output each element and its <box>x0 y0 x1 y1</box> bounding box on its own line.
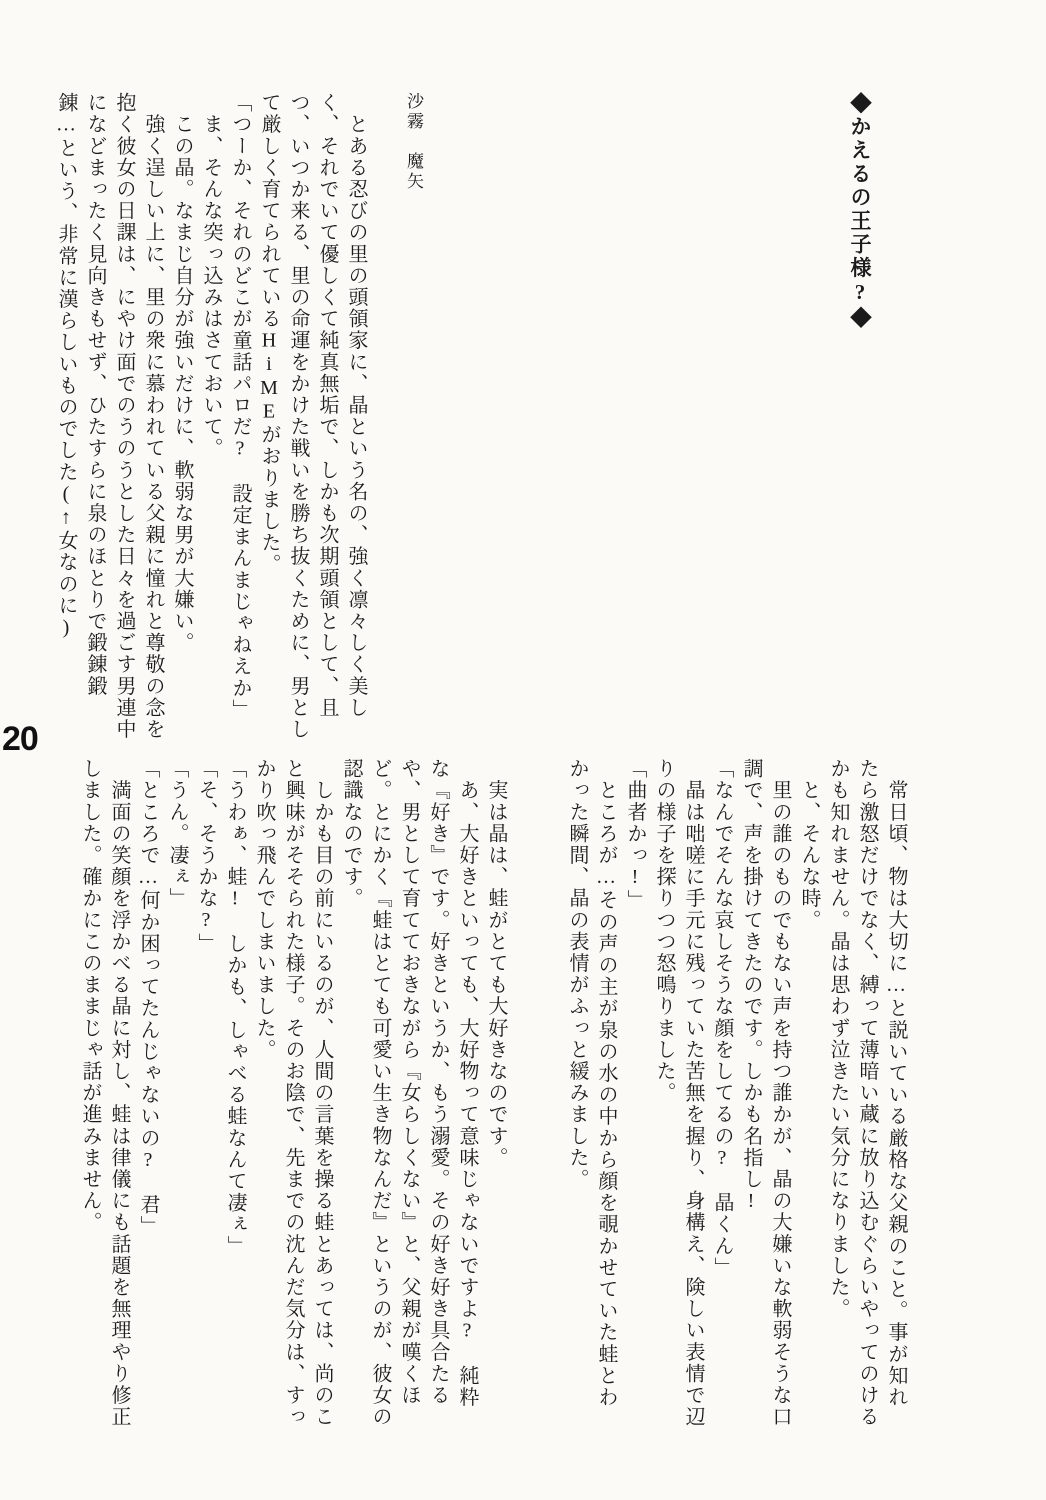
paragraph: 「うん。凄ぇ」 <box>166 758 188 910</box>
story-section-intro <box>51 92 370 740</box>
story-header <box>400 92 946 740</box>
paragraph: 「うわぁ、蛙! しかも、しゃべる蛙なんて凄ぇ」 <box>224 758 246 1257</box>
paragraph: この晶。なまじ自分が強いだけに、軟弱な男が大嫌い。 <box>171 92 193 654</box>
paragraph: 「ところで…何か困ってたんじゃないの? 君」 <box>137 758 159 1238</box>
page-number: 20 <box>2 720 38 758</box>
paragraph: ま、そんな突っ込みはさておいて。 <box>200 92 222 460</box>
paragraph: 晶は咄嗟に手元に残っていた苦無を握り、身構え、険しい表情で辺りの様子を探りつつ怒鳴りました。 <box>653 758 704 1428</box>
upper-text-band <box>0 92 946 740</box>
paragraph: と、そんな時。 <box>798 758 820 931</box>
paragraph: 里の誰のものでもない声を持つ誰かが、晶の大嫌いな軟弱そうな口調で、声を掛けてきたのです。しかも名指し! <box>740 758 791 1428</box>
paragraph: 「そ、そうかな?」 <box>195 758 217 955</box>
story-section-voice <box>562 758 910 1428</box>
paragraph: 常日頃、物は大切に…と説いている厳格な父親のこと。事が知れたら激怒だけでなく、縛って薄暗い蔵に放り込むぐらいやってのけるかも知れません。晶は思わず泣きたい気分になりました。 <box>827 758 907 1428</box>
paragraph: 「つーか、それのどこが童話パロだ? 設定まんまじゃねえか」 <box>229 92 251 721</box>
paragraph: ところが…その声の主が泉の水の中から顔を覗かせていた蛙とわかった瞬間、晶の表情がふっと緩みました。 <box>566 758 617 1408</box>
paragraph: しかも目の前にいるのが、人間の言葉を操る蛙とあっては、尚のこと興味がそそられた様子。そのお陰で、先までの沈んだ気分は、すっかり吹っ飛んでしまいました。 <box>253 758 333 1428</box>
paragraph: 「曲者かっ!」 <box>624 758 646 912</box>
paragraph: 実は晶は、蛙がとても大好きなのです。 <box>485 758 507 1169</box>
paragraph: あ、大好きといっても、大好物って意味じゃないですよ? 純粋な『好き』です。好きというか、もう溺愛。その好き好き具合たるや、男として育てておきながら『女らしくない』と、父親が嘆くほど。とにかく『蛙はとても可愛い生き物なんだ』というのが、彼女の認識なのです。 <box>340 758 478 1428</box>
paragraph: 満面の笑顔を浮かべる晶に対し、蛙は律儀にも話題を無理やり修正しました。確かにこのままじゃ話が進みません。 <box>79 758 130 1428</box>
paragraph: 強く逞しい上に、里の衆に慕われている父親に憧れと尊敬の念を抱く彼女の日課は、にやけ面でのうのうとした日々を過ごす男連中になどまったく見向きもせず、ひたすらに泉のほとりで鍛錬鍛錬…という、非常に漢らしいものでした(↑女なのに) <box>55 92 164 740</box>
paragraph: 「なんでそんな哀しそうな顔をしてるの? 晶くん」 <box>711 758 733 1279</box>
story-section-frog <box>75 758 510 1428</box>
lower-text-band <box>75 758 910 1428</box>
paragraph: とある忍びの里の頭領家に、晶という名の、強く凛々しく美しく、それでいて優しくて純真無垢で、しかも次期頭領として、且つ、いつか来る、里の命運をかけた戦いを勝ち抜くために、男として厳しく育てられているHiMEがおりました。 <box>258 92 367 740</box>
page-title: ◆かえるの王子様?◆ <box>848 92 872 330</box>
author-name: 沙霧 魔矢 <box>404 92 423 192</box>
